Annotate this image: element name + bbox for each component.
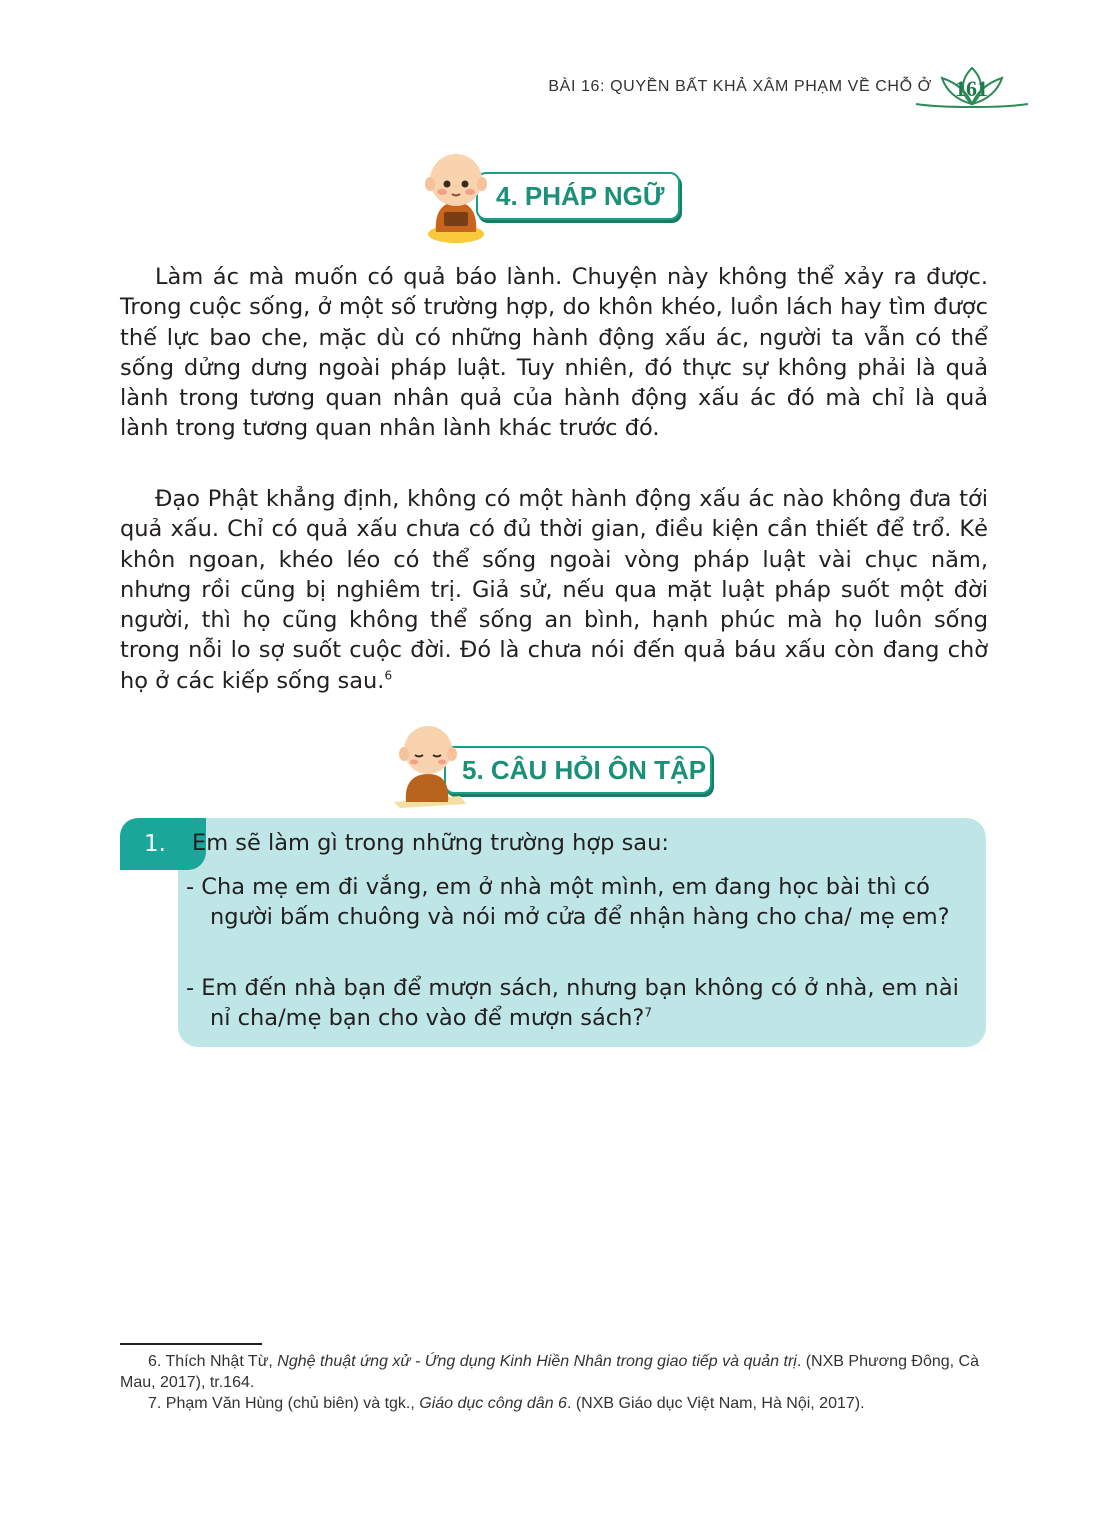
dharma-paragraph-2 xyxy=(120,484,988,696)
footnote-7-title: Giáo dục công dân 6 xyxy=(419,1395,567,1412)
question-number: 1. xyxy=(120,818,206,870)
monk-meditating-icon xyxy=(390,724,470,808)
question-case-1: - Cha mẹ em đi vắng, em ở nhà một mình, em đang học bài thì có người bấm chuông và nói mở cửa để nhận hàng cho cha/ mẹ em? xyxy=(186,874,950,931)
section-4-title: 4. PHÁP NGỮ xyxy=(496,180,665,211)
monk-reading-icon xyxy=(420,150,500,244)
footnote-7 xyxy=(120,1393,988,1414)
dharma-paragraph-1: Làm ác mà muốn có quả báo lành. Chuyện này không thể xảy ra được. Trong cuộc sống, ở một số trường hợp, do khôn khéo, luồn lách hay tìm được thế lực bao che, mặc dù có những hành động xấu ác, người ta vẫn có thể sống dửng dưng ngoài pháp luật. Tuy nhiên, đó thực sự không phải là quả lành trong tương quan nhân quả của hành động xấu ác đó mà chỉ là quả lành trong tương quan nhân lành khác trước đó. xyxy=(120,264,988,442)
section-5-title: 5. CÂU HỎI ÔN TẬP xyxy=(462,754,707,785)
page-number: 161 xyxy=(955,76,988,101)
running-header xyxy=(0,74,1040,114)
chapter-title: BÀI 16: QUYỀN BẤT KHẢ XÂM PHẠM VỀ CHỖ Ở xyxy=(548,78,932,95)
footnote-ref-6: 6 xyxy=(384,668,393,683)
footnote-divider xyxy=(120,1343,262,1345)
footnote-ref-7: 7 xyxy=(644,1005,652,1020)
footnote-7-author: 7. Phạm Văn Hùng (chủ biên) và tgk., xyxy=(148,1395,420,1412)
footnote-6 xyxy=(120,1351,988,1393)
dharma-paragraph-2-text: Đạo Phật khẳng định, không có một hành động xấu ác nào không đưa tới quả xấu. Chỉ có quả xấu chưa có đủ thời gian, điều kiện cần thiết để trổ. Kẻ khôn ngoan, khéo léo có thể sống ngoài vòng pháp luật vài chục năm, nhưng rồi cũng bị nghiêm trị. Giả sử, nếu qua mặt luật pháp suốt một đời người, thì họ cũng không thể sống an bình, hạnh phúc mà họ luôn sống trong nỗi lo sợ suốt cuộc đời. Đó là chưa nói đến quả báu xấu còn đang chờ họ ở các kiếp sống sau. xyxy=(120,486,988,694)
footnote-7-publisher: . (NXB Giáo dục Việt Nam, Hà Nội, 2017). xyxy=(566,1395,865,1412)
question-case-2 xyxy=(186,973,978,1034)
footnote-6-title: Nghệ thuật ứng xử - Ứng dụng Kinh Hiền Nhân trong giao tiếp và quản trị xyxy=(277,1353,797,1370)
section-5-heading xyxy=(390,724,714,800)
footnote-6-author: 6. Thích Nhật Từ, xyxy=(148,1353,278,1370)
question-text: Em sẽ làm gì trong những trường hợp sau: xyxy=(192,830,669,856)
question-case-2-text: - Em đến nhà bạn để mượn sách, nhưng bạn không có ở nhà, em nài nỉ cha/mẹ bạn cho vào để mượn sách? xyxy=(186,975,959,1032)
footnote-6-publisher: . (NXB Phương Đông, Cà Mau, 2017), tr.164. xyxy=(120,1353,979,1391)
section-4-heading xyxy=(420,150,682,226)
